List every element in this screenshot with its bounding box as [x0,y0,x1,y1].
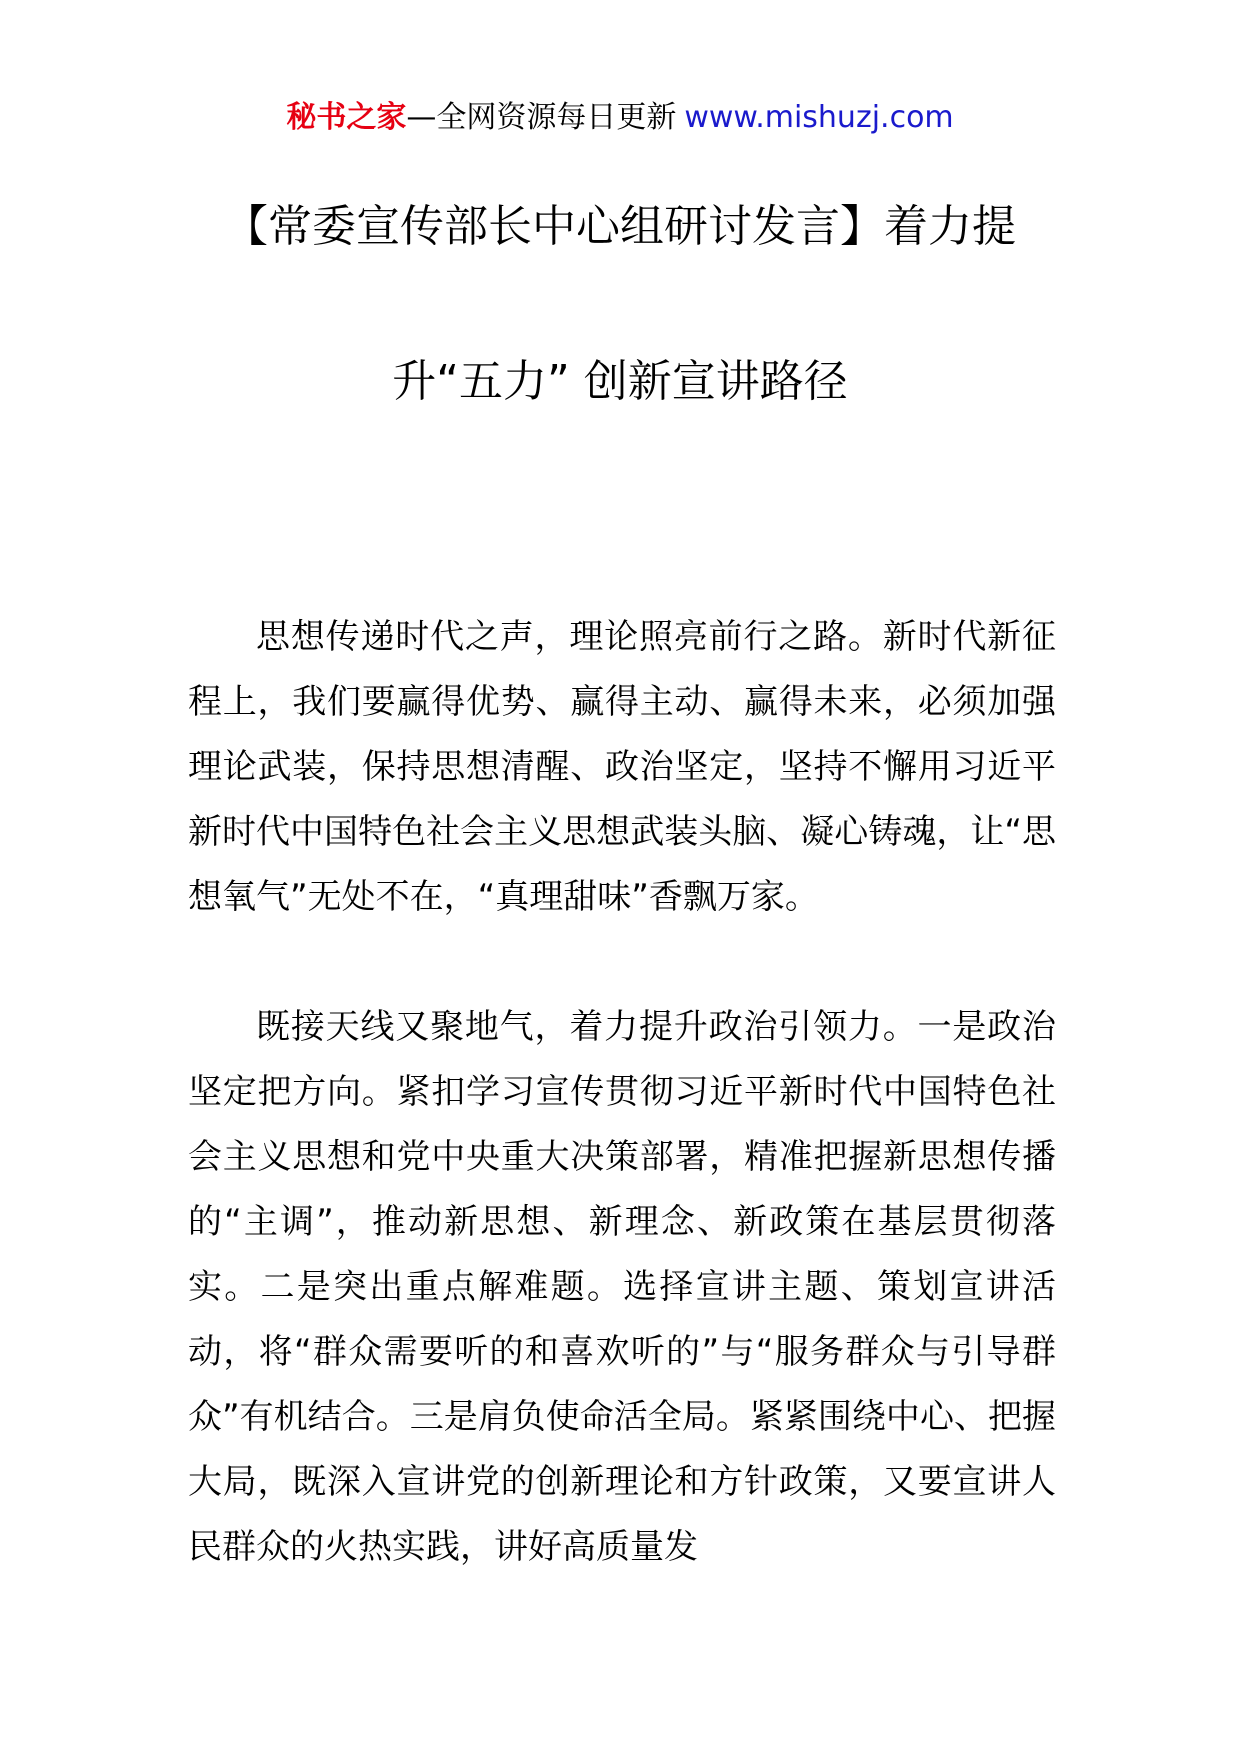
site-header [0,98,1240,138]
document-title-line-2: 升“五力” 创新宣讲路径 [392,356,848,407]
site-slogan: —全网资源每日更新 [406,100,677,135]
body-paragraph: 思想传递时代之声，理论照亮前行之路。新时代新征程上，我们要赢得优势、赢得主动、赢得未来，必须加强理论武装，保持思想清醒、政治坚定，坚持不懈用习近平新时代中国特色社会主义思想武装头脑、凝心铸魂，让“思想氧气”无处不在，“真理甜味”香飘万家。 [188,617,1056,917]
document-body [188,605,1056,1580]
document-title-line-1: 【常委宣传部长中心组研讨发言】着力提 [224,201,1016,252]
body-paragraph: 既接天线又聚地气，着力提升政治引领力。一是政治坚定把方向。紧扣学习宣传贯彻习近平新时代中国特色社会主义思想和党中央重大决策部署，精准把握新思想传播的“主调”，推动新思想、新理念、新政策在基层贯彻落实。二是突出重点解难题。选择宣讲主题、策划宣讲活动，将“群众需要听的和喜欢听的”与“服务群众与引导群众”有机结合。三是肩负使命活全局。紧紧围绕中心、把握大局，既深入宣讲党的创新理论和方针政策，又要宣讲人民群众的火热实践，讲好高质量发 [188,1007,1056,1567]
site-url-link[interactable]: www.mishuzj.com [684,100,954,135]
site-brand: 秘书之家 [286,100,407,135]
